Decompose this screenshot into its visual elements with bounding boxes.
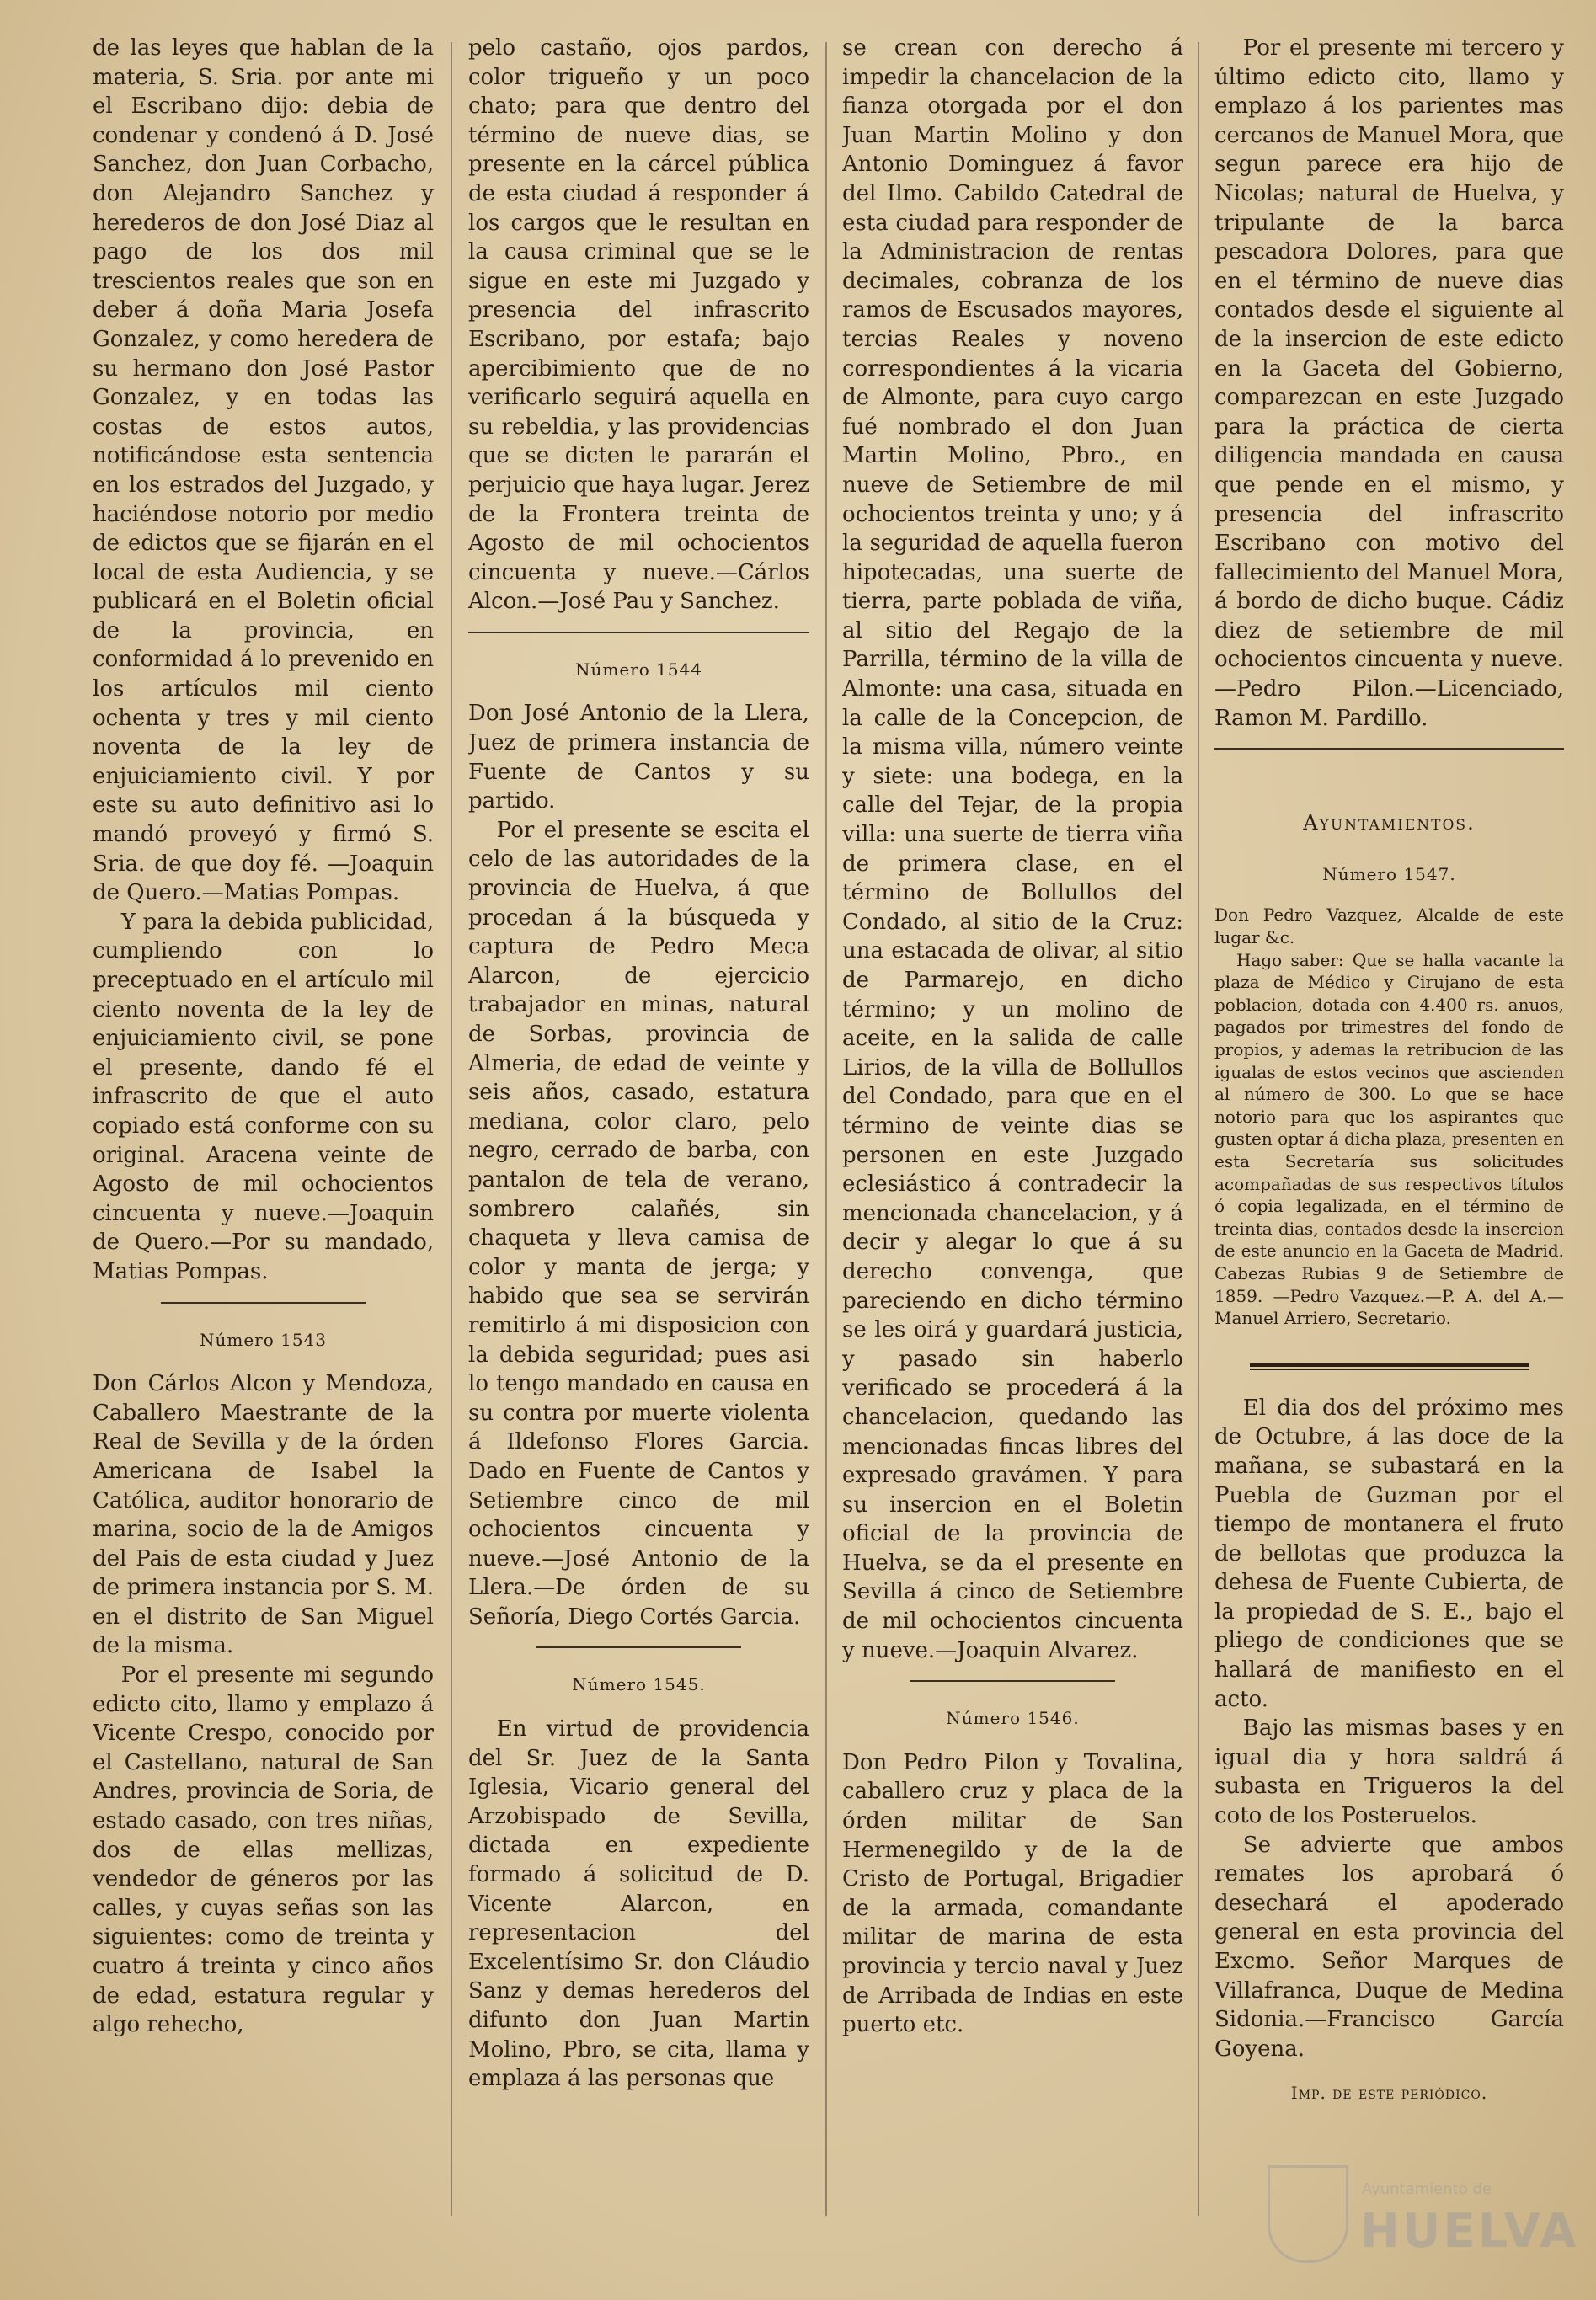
separator-rule: [161, 1302, 366, 1304]
separator-rule: [468, 632, 809, 633]
paragraph: Bajo las mismas bases y en igual dia y hora saldrá á subasta en Trigueros la del coto de los Posteruelos.: [1214, 1716, 1564, 1829]
paragraph: En virtud de providencia del Sr. Juez de la Santa Iglesia, Vicario general del Arzobispado de Sevilla, dictada en expediente formado á solicitud de D. Vicente Alarcon, en representacion del Excelentísimo Sr. don Cláudio Sanz y demas herederos del difunto don Juan Martin Molino, Pbro, se cita, llama y emplaza á las personas que: [468, 1716, 809, 2092]
watermark-subtitle: Ayuntamiento de: [1362, 2180, 1492, 2198]
notice-heading: Don Pedro Vazquez, Alcalde de este lugar &c.: [1214, 905, 1564, 948]
column-3: [842, 34, 1183, 2266]
separator-rule: [536, 1646, 741, 1648]
paragraph: de las leyes que hablan de la materia, S. Sria. por ante mi el Escribano dijo: debia de condenar y condenó á D. José Sanchez, don Juan Corbacho, don Alejandro Sanchez y herederos de don José Diaz al pago de los dos mil trescientos reales que son en deber á doña Maria Josefa Gonzalez, y como heredera de su hermano don José Pastor Gonzalez, y en todas las costas de estos autos, notificándose esta sentencia en los estrados del Juzgado, y haciéndose notorio por medio de edictos que se fijarán en el local de esta Audiencia, y se publicará en el Boletin oficial de la provincia, en conformidad á lo prevenido en los artículos mil ciento ochenta y tres y mil ciento noventa de la ley de enjuiciamiento civil. Y por este su auto definitivo asi lo mandó proveyó y firmó S. Sria. de que doy fé. —Joaquin de Quero.—Matias Pompas.: [93, 35, 434, 906]
column-2: [468, 34, 809, 2266]
column-divider: [825, 42, 827, 2216]
column-4: [1214, 34, 1564, 2266]
paragraph: El dia dos del próximo mes de Octubre, á las doce de la mañana, se subastará en la Puebla de Guzman por el tiempo de montanera el fruto de bellotas que produzca la dehesa de Fuente Cubierta, de la propiedad de S. E., bajo el pliego de condiciones que se hallará de manifiesto en el acto.: [1214, 1395, 1564, 1712]
paragraph: Hago saber: Que se halla vacante la plaza de Médico y Cirujano de esta poblacion, dotada con 4.400 rs. anuos, pagados por trimestres del fondo de propios, y ademas la retribucion de las igualas de estos vecinos que ascienden al número de 300. Lo que se hace notorio para que los aspirantes que gusten optar á dicha plaza, presenten en esta Secretaría sus solicitudes acompañadas de sus respectivos títulos ó copia legalizada, en el término de treinta dias, contados desde la insercion de este anuncio en la Gaceta de Madrid. Cabezas Rubias 9 de Setiembre de 1859. —Pedro Vazquez.—P. A. del A.—Manuel Arriero, Secretario.: [1214, 949, 1564, 1329]
notice-heading: Don Pedro Pilon y Tovalina, caballero cruz y placa de la órden militar de San Hermenegildo y de la de Cristo de Portugal, Brigadier de la armada, comandante militar de marina de esta provincia y tercio naval y Juez de Arribada de Indias en este puerto etc.: [842, 1749, 1183, 2038]
paragraph: Por el presente mi tercero y último edicto cito, llamo y emplazo á los parientes mas cercanos de Manuel Mora, que segun parece era hijo de Nicolas; natural de Huelva, y tripulante de la barca pescadora Dolores, para que en el término de nueve dias contados desde el siguiente al de la insercion de este edicto en la Gaceta del Gobierno, comparezcan en este Juzgado para la práctica de cierta diligencia mandada en causa que pende en el mismo, y presencia del infrascrito Escribano con motivo del fallecimiento del Manuel Mora, á bordo de dicho buque. Cádiz diez de setiembre de mil ochocientos cincuenta y nueve.—Pedro Pilon.—Licenciado, Ramon M. Pardillo.: [1214, 35, 1564, 731]
notice-number: Número 1544: [574, 659, 703, 680]
column-1: [93, 34, 434, 2266]
notice-number: Número 1547.: [1322, 863, 1456, 884]
separator-double-rule: [1250, 1363, 1529, 1370]
column-divider: [1198, 42, 1199, 2216]
paragraph: se crean con derecho á impedir la chancelacion de la fianza otorgada por el don Juan Martin Molino y don Antonio Dominguez á favor del Ilmo. Cabildo Catedral de esta ciudad para responder de la Administracion de rentas decimales, cobranza de los ramos de Escusados mayores, tercias Reales y noveno correspondientes á la vicaria de Almonte, para cuyo cargo fué nombrado el don Juan Martin Molino, Pbro., en nueve de Setiembre de mil ochocientos treinta y uno; y á la seguridad de aquella fueron hipotecadas, una suerte de tierra, parte poblada de viña, al sitio del Regajo de la Parrilla, término de la villa de Almonte: una casa, situada en la calle de la Concepcion, de la misma villa, número veinte y siete: una bodega, en la calle del Tejar, de la propia villa: una suerte de tierra viña de primera clase, en el término de Bollullos del Condado, al sitio de la Cruz: una estacada de olivar, al sitio de Parmarejo, en dicho término; y un molino de aceite, en la salida de calle Lirios, de la villa de Bollullos del Condado, para que en el término de veinte dias se personen en este Juzgado eclesiástico á contradecir la mencionada chancelacion, y á decir y alegar lo que á su derecho convenga, que pareciendo en dicho término se les oirá y guardará justicia, y pasado sin haberlo verificado se procederá á la chancelacion, quedando las mencionadas fincas libres del expresado gravámen. Y para su insercion en el Boletin oficial de la provincia de Huelva, se da el presente en Sevilla á cinco de Setiembre de mil ochocientos cincuenta y nueve.—Joaquin Alvarez.: [842, 35, 1183, 1663]
shield-icon: [1268, 2165, 1348, 2263]
archive-watermark: [1268, 2165, 1579, 2259]
separator-rule: [910, 1680, 1115, 1682]
watermark-title: HUELVA: [1360, 2204, 1579, 2259]
column-divider: [451, 42, 452, 2216]
notice-heading: Don José Antonio de la Llera, Juez de primera instancia de Fuente de Cantos y su partido.: [468, 701, 809, 814]
paragraph: pelo castaño, ojos pardos, color trigueño y un poco chato; para que dentro del término de nueve dias, se presente en la cárcel pública de esta ciudad á responder á los cargos que le resultan en la causa criminal que se le sigue en este mi Juzgado y presencia del infrascrito Escribano, por estafa; bajo apercibimiento que de no verificarlo seguirá aquella en su rebeldia, y las providencias que se dicten le pararán el perjuicio que haya lugar. Jerez de la Frontera treinta de Agosto de mil ochocientos cincuenta y nueve.—Cárlos Alcon.—José Pau y Sanchez.: [468, 35, 809, 615]
separator-rule: [1214, 748, 1564, 750]
notice-heading: Don Cárlos Alcon y Mendoza, Caballero Maestrante de la Real de Sevilla y de la órden Americana de Isabel la Católica, auditor honorario de marina, socio de la de Amigos del Pais de esta ciudad y Juez de primera instancia por S. M. en el distrito de San Miguel de la misma.: [93, 1371, 434, 1659]
imprint: Imp. de este periódico.: [1290, 2083, 1488, 2104]
notice-number: Número 1543: [199, 1329, 328, 1350]
paragraph: Se advierte que ambos remates los aprobará ó desechará el apoderado general en esta provincia del Excmo. Señor Marques de Villafranca, Duque de Medina Sidonia.—Francisco García Goyena.: [1214, 1832, 1564, 2062]
notice-number: Número 1545.: [572, 1674, 706, 1695]
paragraph: Por el presente mi segundo edicto cito, llamo y emplazo á Vicente Crespo, conocido por el Castellano, natural de San Andres, provincia de Soria, de estado casado, con tres niñas, dos de ellas mellizas, vendedor de géneros por las calles, y cuyas señas son las siguientes: como de treinta y cuatro á treinta y cinco años de edad, estatura regular y algo rehecho,: [93, 1662, 434, 2038]
paragraph: Y para la debida publicidad, cumpliendo con lo preceptuado en el artículo mil ciento noventa de la ley de enjuiciamiento civil, se pone el presente, dando fé el infrascrito de que el auto copiado está conforme con su original. Aracena veinte de Agosto de mil ochocientos cincuenta y nueve.—Joaquin de Quero.—Por su mandado, Matias Pompas.: [93, 909, 434, 1284]
paragraph: Por el presente se escita el celo de las autoridades de la provincia de Huelva, á que procedan á la búsqueda y captura de Pedro Meca Alarcon, de ejercicio trabajador en minas, natural de Sorbas, provincia de Almeria, de edad de veinte y seis años, casado, estatura mediana, color claro, pelo negro, cerrado de barba, con pantalon de tela de verano, sombrero calañés, sin chaqueta y lleva camisa de color y manta de jerga; y habido que sea se servirán remitirlo á mi disposicion con la debida seguridad; pues asi lo tengo mandado en causa en su contra por muerte violenta á Ildefonso Flores Garcia. Dado en Fuente de Cantos y Setiembre cinco de mil ochocientos cincuenta y nueve.—José Antonio de la Llera.—De órden de su Señoría, Diego Cortés Garcia.: [468, 817, 809, 1630]
section-title: Ayuntamientos.: [1303, 811, 1476, 835]
notice-number: Número 1546.: [946, 1708, 1080, 1729]
